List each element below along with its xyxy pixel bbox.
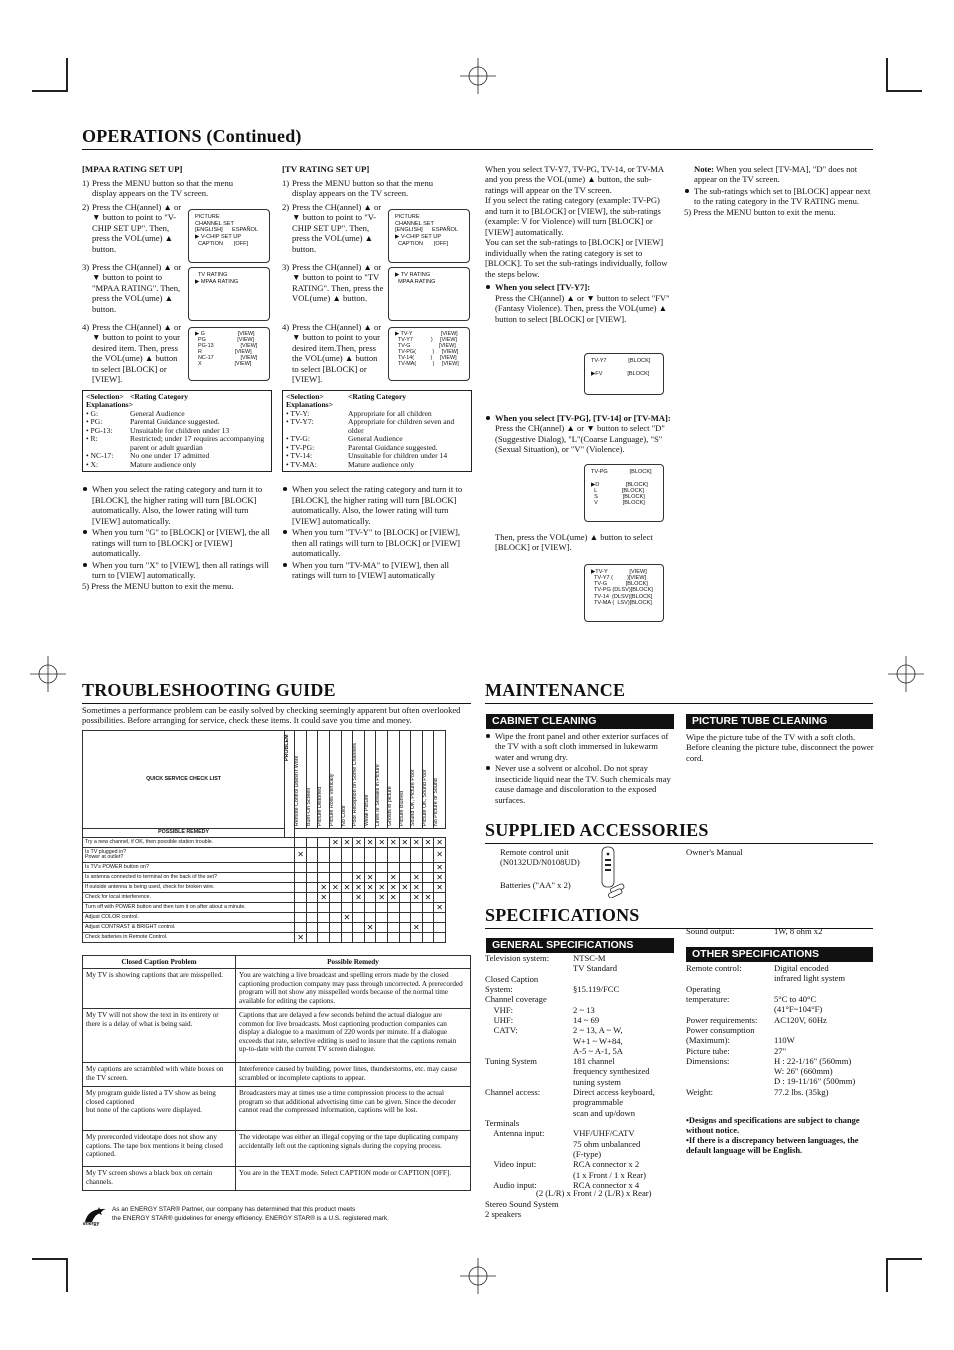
note-item: When you turn "G" to [BLOCK] or [VIEW], the all ratings will turn to [BLOCK] or [VIEW] automatically. xyxy=(82,527,272,558)
check-cell: ✕ xyxy=(387,838,399,848)
check-cell xyxy=(376,923,388,933)
closed-caption-table xyxy=(82,955,471,1191)
check-cell xyxy=(364,848,376,863)
check-cell: ✕ xyxy=(434,863,446,873)
check-cell xyxy=(295,883,307,893)
general-specs-bar: GENERAL SPECIFICATIONS xyxy=(486,938,674,953)
tv-screen-summary: ▶TV-Y [VIEW] TV-Y7 ( )[VIEW] TV-G [BLOCK] TV-PG (DLSV)[BLOCK] TV-14 (DLSV)[BLOCK] TV-MA ( LSV)[BLOCK] xyxy=(584,564,664,622)
check-cell xyxy=(364,863,376,873)
check-cell: ✕ xyxy=(353,893,365,903)
check-cell xyxy=(330,903,342,913)
crop-mark xyxy=(886,58,888,92)
check-cell: ✕ xyxy=(387,893,399,903)
rating-row: • TV-MA: Mature audience only xyxy=(286,459,415,469)
check-cell xyxy=(295,838,307,848)
mpaa-step5: 5) Press the MENU button to exit the menu. xyxy=(82,580,234,591)
tv-rating-heading: [TV RATING SET UP] xyxy=(282,164,370,174)
spec-row: Tuning System 181 channel frequency synthesized tuning system xyxy=(485,1056,650,1087)
picture-tube-cleaning-text: Wipe the picture tube of the TV with a soft cloth. Before cleaning the picture tube, disconnect the power cord. xyxy=(686,732,874,763)
remedy-text: Is TV plugged in? Power at outlet? xyxy=(83,848,295,863)
remedy-text: Adjust CONTRAST & BRIGHT control. xyxy=(83,923,295,933)
maintenance-title: MAINTENANCE xyxy=(485,680,873,704)
crop-mark xyxy=(886,1258,888,1292)
check-cell xyxy=(306,838,318,848)
check-cell: ✕ xyxy=(376,838,388,848)
caption-row xyxy=(83,1167,471,1191)
remedy-row xyxy=(83,903,446,913)
check-cell xyxy=(306,873,318,883)
check-cell xyxy=(295,913,307,923)
check-cell xyxy=(399,863,411,873)
check-cell xyxy=(434,913,446,923)
rating-row: • TV-PG: Parental Guidance suggested. xyxy=(286,442,438,452)
check-cell: ✕ xyxy=(364,838,376,848)
check-cell xyxy=(318,903,330,913)
check-cell xyxy=(399,903,411,913)
problem-header: Lines or Streaks in Picture xyxy=(376,731,388,829)
check-cell xyxy=(330,893,342,903)
check-cell: ✕ xyxy=(411,923,423,933)
rating-row: • TV-Y: Appropriate for all children xyxy=(286,408,432,418)
check-cell xyxy=(422,883,434,893)
registration-mark xyxy=(460,58,496,94)
check-cell xyxy=(330,923,342,933)
remedy-row xyxy=(83,863,446,873)
stereo-system: Stereo Sound System 2 speakers xyxy=(485,1199,559,1220)
mpaa-step: 2) Press the CH(annel) ▲ or ▼ button to point to "V-CHIP SET UP". Then, press the VOL(ume) ▲ button. xyxy=(82,201,182,254)
check-cell: ✕ xyxy=(434,838,446,848)
check-cell xyxy=(295,863,307,873)
rating-row: • G: General Audience xyxy=(86,408,185,418)
check-cell xyxy=(318,913,330,923)
spec-row: Closed Caption System: §15.119/FCC xyxy=(485,973,620,994)
check-cell xyxy=(341,923,353,933)
audio-input-note: (2 (L/R) x Front / 2 (L/R) x Rear) xyxy=(536,1188,652,1198)
tv-screen-tv-list: ▶ TV-Y [VIEW] TV-Y7 ) [VIEW] TV-G [VIEW] TV-PG( ) [VIEW] TV-14( ) [VIEW] TV-MA( ) [VIEW] xyxy=(388,327,470,381)
remedy-row xyxy=(83,893,446,903)
check-cell: ✕ xyxy=(364,883,376,893)
caption-problem: My TV is showing captions that are misspelled. xyxy=(83,969,236,1009)
tv-screen-pg: TV-PG [BLOCK] ▶D [BLOCK] L [BLOCK] S [BLOCK] V [BLOCK] xyxy=(584,464,664,522)
problem-header: Sound OK, Picture Poor xyxy=(411,731,423,829)
note-item: When you select the rating category and turn it to [BLOCK], the higher rating will turn [BLOCK] automatically. Also, the lower rating will turn [VIEW] automatically. xyxy=(82,484,272,526)
check-cell xyxy=(330,863,342,873)
caption-problem: My TV will not show the text in its entirety or there is a delay of what is being said. xyxy=(83,1009,236,1063)
check-cell xyxy=(306,933,318,943)
check-cell: ✕ xyxy=(411,873,423,883)
check-cell xyxy=(376,903,388,913)
specifications-title: SPECIFICATIONS xyxy=(485,905,873,929)
spec-row: Video input: RCA connector x 2 (1 x Front / 1 x Rear) xyxy=(485,1159,647,1180)
energy-star-note: energy As an ENERGY STAR® Partner, our company has determined that this product meets the ENERGY STAR® guidelines for energy efficiency. ENERGY STAR® is a U.S. registered mark. xyxy=(83,1206,389,1226)
check-cell: ✕ xyxy=(411,883,423,893)
caption-row xyxy=(83,1131,471,1167)
problem-header: Picture Distorted xyxy=(318,731,330,829)
check-cell xyxy=(376,848,388,863)
remedy-text: Is antenna connected to terminal on the back of the set? xyxy=(83,873,295,883)
mpaa-step: 3) Press the CH(annel) ▲ or ▼ button to point to "MPAA RATING". Then, press the VOL(ume) ▲ button. xyxy=(82,261,182,314)
registration-mark xyxy=(460,1258,496,1294)
spec-row: Picture tube: 27" xyxy=(686,1045,787,1056)
check-cell xyxy=(318,873,330,883)
sub-rating-intro: When you select TV-Y7, TV-PG, TV-14, or TV-MA and you press the VOL(ume) ▲ button, the sub-ratings will appear on the TV screen. xyxy=(485,164,664,195)
check-cell: ✕ xyxy=(330,883,342,893)
check-cell xyxy=(295,873,307,883)
check-cell xyxy=(376,873,388,883)
check-cell xyxy=(306,863,318,873)
tv-screen-menu: PICTURE CHANNEL SET [ENGLISH] ESPAÑOL ▶ V-CHIP SET UP CAPTION [OFF] xyxy=(388,209,470,263)
check-cell: ✕ xyxy=(341,838,353,848)
check-cell xyxy=(422,933,434,943)
check-cell xyxy=(306,923,318,933)
rating-row: • NC-17: No one under 17 admitted xyxy=(86,451,210,461)
tv-y7-note: When you select [TV-Y7]: Press the CH(annel) ▲ or ▼ button to select "FV" (Fantasy Violence). Then, press the VOL(ume) ▲ button to select [BLOCK] or [VIEW]. xyxy=(485,282,673,324)
check-cell xyxy=(353,903,365,913)
problem-header: Remote Control Doesn't Work xyxy=(295,731,307,829)
spec-row: Power requirements: AC120V, 60Hz xyxy=(686,1014,827,1025)
mpaa-rating-table: <Selection> <Rating Category Explanations> • G: General Audience • PG: Parental Guidance suggested. • PG-13: Unsuitable for children under 13 • R: Restricted; under 17 requires accompanying parent or adult guardian • NC-17: No one under 17 admitted • X: Mature audience only xyxy=(82,390,272,473)
check-cell xyxy=(318,838,330,848)
remote-control-icon xyxy=(598,846,628,898)
remedy-row xyxy=(83,883,446,893)
problem-label: PROBLEM xyxy=(285,731,295,829)
check-cell xyxy=(341,933,353,943)
check-cell: ✕ xyxy=(295,848,307,863)
crop-mark xyxy=(888,1258,922,1260)
check-cell: ✕ xyxy=(353,883,365,893)
check-cell xyxy=(376,863,388,873)
spec-row: Remote control: Digital encoded infrared light system xyxy=(686,963,846,984)
remedy-text: If outside antenna is being used, check for broken wire. xyxy=(83,883,295,893)
check-cell: ✕ xyxy=(411,893,423,903)
note-item: When you turn "TV-Y" to [BLOCK] or [VIEW], then all ratings will turn to [BLOCK] or [VIEW] automatically. xyxy=(282,527,472,558)
spec-row: Terminals xyxy=(485,1118,520,1128)
caption-problem: My TV screen shows a black box on certain channels. xyxy=(83,1167,236,1191)
general-specs xyxy=(485,953,673,1190)
check-cell xyxy=(341,863,353,873)
note-item: When you select the rating category and turn it to [BLOCK], the higher rating will turn [BLOCK] automatically. Also, the lower rating will turn [VIEW] automatically. xyxy=(282,484,472,526)
check-cell: ✕ xyxy=(434,848,446,863)
rating-row: • PG: Parental Guidance suggested. xyxy=(86,417,220,427)
check-cell: ✕ xyxy=(434,903,446,913)
check-cell: ✕ xyxy=(434,873,446,883)
check-cell xyxy=(411,863,423,873)
check-cell xyxy=(295,923,307,933)
problem-header: No Picture or Sound xyxy=(434,731,446,829)
troubleshooting-title: TROUBLESHOOTING GUIDE xyxy=(82,680,471,704)
spec-row: Dimensions: H : 22-1/16" (560mm) W: 26" (660mm) D : 19-11/16" (500mm) xyxy=(686,1055,856,1087)
tv-screen-mpaa-list: ▶ G [VIEW] PG [VIEW] PG-13 [VIEW] R [VIEW] NC-17 [VIEW] X [VIEW] xyxy=(188,327,270,381)
crop-mark xyxy=(66,1258,68,1292)
svg-text:energy: energy xyxy=(83,1221,100,1226)
check-cell xyxy=(387,903,399,913)
check-cell: ✕ xyxy=(364,873,376,883)
check-cell xyxy=(295,903,307,913)
check-cell xyxy=(434,933,446,943)
rating-row: • R: Restricted; under 17 requires accompanying parent or adult guardian xyxy=(86,434,265,452)
check-cell xyxy=(399,913,411,923)
check-cell xyxy=(387,848,399,863)
check-cell xyxy=(364,893,376,903)
check-cell xyxy=(318,848,330,863)
sub-rating-pg-section: When you select [TV-PG], [TV-14] or [TV-MA]: Press the CH(annel) ▲ or ▼ button to select "D" (Suggestive Dialog), "L"(Coarse Language), "S"(Sexual Situation), or "V" (Violence). xyxy=(485,412,673,455)
spec-notes: •Designs and specifications are subject to change without notice. •If there is a discrepancy between languages, the default language will be English. xyxy=(686,1116,860,1156)
check-cell: ✕ xyxy=(353,838,365,848)
check-cell: ✕ xyxy=(330,838,342,848)
check-cell: ✕ xyxy=(341,883,353,893)
check-cell xyxy=(330,933,342,943)
tv-rating-notes xyxy=(282,484,472,580)
caption-row xyxy=(83,1063,471,1087)
remedy-label: POSSIBLE REMEDY xyxy=(83,829,285,838)
spec-row: Channel coverage xyxy=(485,994,547,1005)
remedy-text: Adjust COLOR control. xyxy=(83,913,295,923)
check-cell: ✕ xyxy=(318,883,330,893)
check-cell xyxy=(376,933,388,943)
caption-row xyxy=(83,969,471,1009)
check-cell xyxy=(306,883,318,893)
check-cell xyxy=(364,913,376,923)
note-item: When you turn "X" to [VIEW], then all ratings will turn to [VIEW] automatically. xyxy=(82,560,272,581)
check-cell xyxy=(387,913,399,923)
spec-row: CATV: 2 ~ 13, A ~ W, W+1 ~ W+84, A-5 ~ A-1, 5A xyxy=(485,1025,624,1056)
crop-mark xyxy=(888,90,922,92)
sub-rating-individual: You can set the sub-ratings to [BLOCK] or [VIEW] individually when the rating category is set to [BLOCK]. To set the sub-ratings individually, follow the steps below. xyxy=(485,237,668,279)
mpaa-step: 1) Press the MENU button so that the menu display appears on the TV screen. xyxy=(82,177,234,199)
tv-rating-table: <Selection> <Rating Category Explanations> • TV-Y: Appropriate for all children • TV-Y7: Appropriate for children seven and older • TV-G: General Audience • TV-PG: Parental Guidance suggested. • TV-14: Unsuitable for children under 14 • TV-MA: Mature audience only xyxy=(282,390,472,473)
problem-header: Burn-On Screen xyxy=(306,731,318,829)
mpaa-heading: [MPAA RATING SET UP] xyxy=(82,164,183,174)
caption-row xyxy=(83,1009,471,1063)
spec-row: Channel access: Direct access keyboard, programmable scan and up/down xyxy=(485,1087,655,1118)
check-cell: ✕ xyxy=(411,838,423,848)
problem-header: Weak Picture xyxy=(364,731,376,829)
problem-header: Ghosts in picture xyxy=(387,731,399,829)
registration-mark xyxy=(30,656,66,692)
check-cell xyxy=(364,903,376,913)
check-cell xyxy=(353,923,365,933)
crop-mark xyxy=(32,1258,66,1260)
accessory-batteries: Batteries ("AA" x 2) xyxy=(500,880,571,890)
rating-row: • PG-13: Unsuitable for children under 13 xyxy=(86,425,230,435)
mpaa-notes xyxy=(82,484,272,580)
check-cell xyxy=(330,848,342,863)
check-cell xyxy=(364,933,376,943)
note-section xyxy=(684,164,872,217)
check-cell xyxy=(411,933,423,943)
troubleshooting-intro: Sometimes a performance problem can be easily solved by checking seemingly apparent but often overlooked possibilities. Before arranging for service, check these items. It could save you time and money. xyxy=(82,705,461,726)
check-cell: ✕ xyxy=(387,883,399,893)
remedy-text: Is TV's POWER button on? xyxy=(83,863,295,873)
problem-header: Picture Rolls Vertically xyxy=(330,731,342,829)
energy-star-logo xyxy=(82,1204,110,1226)
note-step5: 5) Press the MENU button to exit the menu. xyxy=(684,206,836,217)
caption-row xyxy=(83,1087,471,1131)
check-cell xyxy=(306,848,318,863)
check-cell xyxy=(353,933,365,943)
check-cell: ✕ xyxy=(376,893,388,903)
check-cell xyxy=(399,848,411,863)
problem-header: Picture Blurred xyxy=(399,731,411,829)
check-cell: ✕ xyxy=(387,873,399,883)
check-cell xyxy=(434,923,446,933)
check-cell xyxy=(434,893,446,903)
sub-rating-example: If you select the rating category (example: TV-PG) and turn it to [BLOCK] or [VIEW], the sub-ratings (example: V for Violence) will turn [BLOCK] or [VIEW] automatically. xyxy=(485,195,661,237)
caption-remedy: Broadcasters may at times use a time compression process to the actual program so that additional advertising time can be given. Since the decoder cannot read the compressed information, captions will be lost. xyxy=(236,1087,471,1131)
check-cell xyxy=(422,903,434,913)
crop-mark xyxy=(66,58,68,92)
registration-mark xyxy=(888,656,924,692)
check-cell xyxy=(387,923,399,933)
mpaa-step: 4) Press the CH(annel) ▲ or ▼ button to point to your desired item. Then, press the VOL(ume) ▲ button to select [BLOCK] or [VIEW]. xyxy=(82,321,182,385)
cabinet-cleaning-list xyxy=(485,730,671,805)
quick-service-checklist xyxy=(82,730,446,943)
check-cell xyxy=(306,913,318,923)
cleaning-item: Wipe the front panel and other exterior surfaces of the TV with a soft cloth immersed in lukewarm water and wrung dry. xyxy=(485,731,671,762)
caption-problem: My program guide listed a TV show as being closed captioned but none of the captions were displayed. xyxy=(83,1087,236,1131)
rating-row: • TV-Y7: Appropriate for children seven and older xyxy=(286,417,455,435)
caption-remedy: You are watching a live broadcast and spelling errors made by the closed captioning production company may pass through uncorrected. A prerecorded program will not show any misspelled words because of the normal time available for editing the captions. xyxy=(236,969,471,1009)
other-specs-bar: OTHER SPECIFICATIONS xyxy=(686,947,873,962)
check-cell xyxy=(387,863,399,873)
check-cell xyxy=(318,863,330,873)
remedy-text: Try a new channel, if OK, then possible station trouble. xyxy=(83,838,295,848)
accessory-remote: Remote control unit (N0132UD/N0108UD) xyxy=(500,847,580,868)
check-cell xyxy=(422,848,434,863)
check-cell xyxy=(399,893,411,903)
remedy-row xyxy=(83,923,446,933)
remedy-row xyxy=(83,873,446,883)
check-cell xyxy=(387,933,399,943)
check-cell: ✕ xyxy=(399,838,411,848)
spec-row: Weight: 77.2 lbs. (35kg) xyxy=(686,1086,829,1097)
caption-remedy: Captions that are delayed a few seconds behind the actual dialogue are common for live broadcasts. Most captioning production companies can display a dialogue to a maximum of 220 words per minute. If a dialogue exceeds that rate, selective editing is used to insure that the captions remain up-to-date with the current TV screen dialogue. xyxy=(236,1009,471,1063)
cc-problem-header: Closed Caption Problem xyxy=(83,956,236,969)
remedy-text: Check for local interference. xyxy=(83,893,295,903)
remedy-row xyxy=(83,913,446,923)
check-cell xyxy=(411,848,423,863)
problem-header: Picture OK, Sound Poor xyxy=(422,731,434,829)
check-cell: ✕ xyxy=(318,893,330,903)
check-cell xyxy=(330,873,342,883)
caption-remedy: Interference caused by building, power lines, thunderstorms, etc. may cause scrambled or incomplete captions to appear. xyxy=(236,1063,471,1087)
note-item: The sub-ratings which set to [BLOCK] appear next to the rating category in the TV RATING menu. xyxy=(684,186,872,207)
picture-tube-cleaning-bar: PICTURE TUBE CLEANING xyxy=(686,714,873,729)
crop-mark xyxy=(32,90,66,92)
check-cell xyxy=(411,913,423,923)
tv-rating-step: 4) Press the CH(annel) ▲ or ▼ button to point to your desired item.Then, press the VOL(ume) ▲ button to select [BLOCK] or [VIEW]. xyxy=(282,321,382,385)
spec-row: Operating temperature: 5°C to 40°C (41°F~104°F) xyxy=(686,983,823,1015)
check-cell xyxy=(422,913,434,923)
operations-title: OPERATIONS (Continued) xyxy=(82,126,873,150)
check-cell xyxy=(353,913,365,923)
rating-row: • X: Mature audience only xyxy=(86,459,197,469)
cleaning-item: Never use a solvent or alcohol. Do not spray insecticide liquid near the TV. Such chemicals may cause damage and discoloration to the exposed surfaces. xyxy=(485,763,671,805)
rating-row: • TV-14: Unsuitable for children under 14 xyxy=(286,451,448,461)
check-cell: ✕ xyxy=(353,873,365,883)
check-cell xyxy=(341,873,353,883)
note-text: Note: When you select [TV-MA], "D" does not appear on the TV screen. xyxy=(694,164,858,185)
remedy-text: Turn off with POWER button and then turn it on after about a minute. xyxy=(83,903,295,913)
remedy-row xyxy=(83,933,446,943)
check-cell xyxy=(422,863,434,873)
check-cell xyxy=(341,893,353,903)
check-cell xyxy=(411,903,423,913)
spec-row: VHF: 2 ~ 13 xyxy=(485,1004,595,1015)
cc-remedy-header: Possible Remedy xyxy=(236,956,471,969)
accessories-title: SUPPLIED ACCESSORIES xyxy=(485,820,873,844)
check-cell xyxy=(422,873,434,883)
problem-header: Poor Reception on Some Channels xyxy=(353,731,365,829)
tv-screen-y7: TV-Y7 [BLOCK] ▶FV [BLOCK] xyxy=(584,353,664,395)
tv-rating-step: 2) Press the CH(annel) ▲ or ▼ button to point to "V-CHIP SET UP". Then, press the VOL(ume) ▲ button. xyxy=(282,201,382,254)
tv-rating-step: 1) Press the MENU button so that the menu display appears on the TV screen. xyxy=(282,177,434,199)
rating-row: • TV-G: General Audience xyxy=(286,434,403,444)
cabinet-cleaning-bar: CABINET CLEANING xyxy=(486,714,674,729)
caption-remedy: You are in the TEXT mode. Select CAPTION mode or CAPTION [OFF]. xyxy=(236,1167,471,1191)
sub-rating-then: Then, press the VOL(ume) ▲ button to select [BLOCK] or [VIEW]. xyxy=(495,532,653,553)
remedy-row xyxy=(83,848,446,863)
other-specs xyxy=(686,963,874,1097)
caption-remedy: The videotape was either an illegal copying or the tape duplicating company accidentally left out the captioning signals during the copying process. xyxy=(236,1131,471,1167)
tv-screen-rating-menu: TV RATING ▶ MPAA RATING xyxy=(188,267,270,321)
check-cell xyxy=(399,933,411,943)
accessory-manual: Owner's Manual xyxy=(686,847,743,857)
check-cell xyxy=(399,923,411,933)
remedy-row xyxy=(83,838,446,848)
qs-label: QUICK SERVICE CHECK LIST xyxy=(83,731,285,829)
note-item: When you turn "TV-MA" to [VIEW], then all ratings will turn to [VIEW] automatically xyxy=(282,560,472,581)
check-cell xyxy=(399,873,411,883)
caption-problem: My prerecorded videotape does not show any captions. The tape box mentions it being closed captioned. xyxy=(83,1131,236,1167)
check-cell: ✕ xyxy=(376,883,388,893)
remedy-text: Check batteries in Remote Control. xyxy=(83,933,295,943)
tv-rating-step: 3) Press the CH(annel) ▲ or ▼ button to point to "TV RATING". Then, press the VOL(ume) ▲ button. xyxy=(282,261,384,304)
check-cell xyxy=(318,923,330,933)
spec-row: Antenna input: VHF/UHF/CATV 75 ohm unbalanced (F-type) xyxy=(485,1128,641,1159)
caption-problem: My captions are scrambled with white boxes on the TV screen. xyxy=(83,1063,236,1087)
spec-row: Audio input: RCA connector x 4 xyxy=(485,1179,640,1190)
check-cell xyxy=(353,863,365,873)
check-cell: ✕ xyxy=(422,893,434,903)
tv-screen-menu: PICTURE CHANNEL SET [ENGLISH] ESPAÑOL ▶ V-CHIP SET UP CAPTION [OFF] xyxy=(188,209,270,263)
check-cell: ✕ xyxy=(364,923,376,933)
sound-output: Sound output: 1W, 8 ohm x2 xyxy=(686,926,823,936)
spec-row: Power consumption (Maximum): 110W xyxy=(686,1024,795,1046)
problem-header: No Color xyxy=(341,731,353,829)
check-cell xyxy=(306,893,318,903)
check-cell xyxy=(295,893,307,903)
check-cell xyxy=(306,903,318,913)
check-cell: ✕ xyxy=(341,913,353,923)
check-cell: ✕ xyxy=(295,933,307,943)
check-cell xyxy=(353,848,365,863)
check-cell: ✕ xyxy=(422,838,434,848)
sub-rating-section xyxy=(485,164,673,324)
check-cell xyxy=(376,913,388,923)
check-cell xyxy=(318,933,330,943)
check-cell xyxy=(330,913,342,923)
spec-row: UHF: 14 ~ 69 xyxy=(485,1014,600,1025)
check-cell xyxy=(422,923,434,933)
check-cell: ✕ xyxy=(399,883,411,893)
check-cell xyxy=(341,903,353,913)
spec-row: Television system: NTSC-M TV Standard xyxy=(485,953,617,974)
tv-screen-rating-menu: ▶ TV RATING MPAA RATING xyxy=(388,267,470,321)
check-cell: ✕ xyxy=(434,883,446,893)
check-cell xyxy=(341,848,353,863)
